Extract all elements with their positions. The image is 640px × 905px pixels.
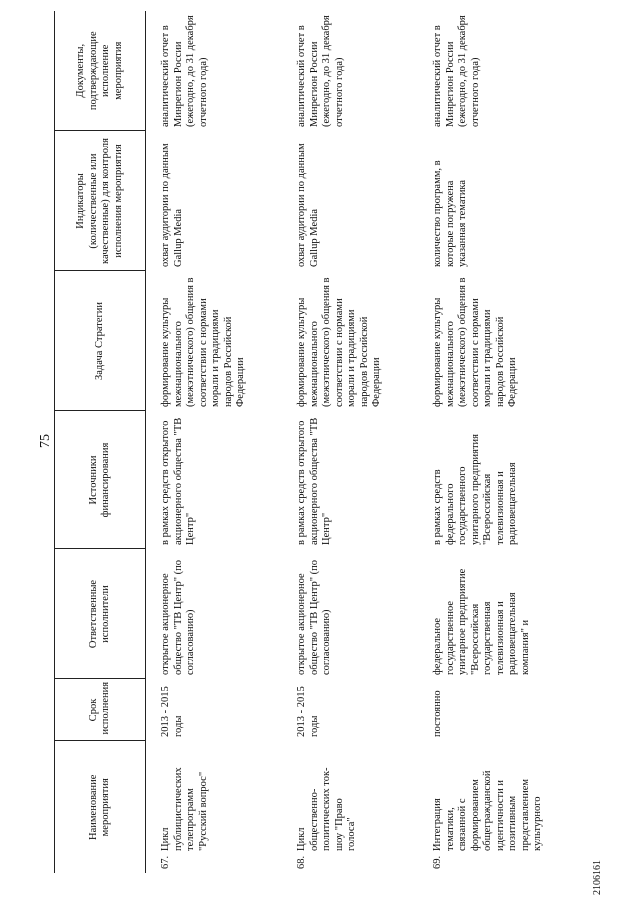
cell-funding: в рамках средств открытого акционерного общества "ТВ Центр" <box>296 417 332 545</box>
header-documents: Документы, подтверждающие исполнение мероприятия <box>55 11 146 131</box>
row-number: 67. <box>160 855 171 869</box>
cell-executors: открытое акционерное общество "ТВ Центр" (по согласованию) <box>296 559 332 675</box>
row-number: 68. <box>296 855 307 869</box>
cell-documents: аналитический отчет в Минрегион России (ежегодно, до 31 декабря отчетного года) <box>160 15 209 127</box>
table-header <box>55 11 146 873</box>
header-period: Срок исполнения <box>55 679 146 741</box>
header-task: Задача Стратегии <box>55 271 146 411</box>
header-indicators: Индикаторы (количественные или качественные) для контроля исполнения мероприятия <box>55 131 146 271</box>
cell-indicators: количество программ, в которые погружена указанная тематика <box>432 160 468 267</box>
row-number: 69. <box>432 855 443 869</box>
cell-executors: открытое акционерное общество "ТВ Центр" (по согласованию) <box>160 559 196 675</box>
header-funding: Источники финансирования <box>55 411 146 549</box>
cell-task: формирование культуры межнационального (межэтнического) общения в соответствии с нормами морали и традициями народов Российской Федерации <box>296 277 382 407</box>
cell-executors: федеральное государственное унитарное предприятие "Всероссийская государственная телевизионная и радиовещательная компания" и <box>432 568 531 675</box>
page-number: 75 <box>38 434 53 448</box>
document-code: 2106161 <box>592 860 603 895</box>
cell-funding: в рамках средств федерального государственного унитарного предприятия "Всероссийская телевизионная и радиовещательная <box>432 434 518 545</box>
cell-documents: аналитический отчет в Минрегион России (ежегодно, до 31 декабря отчетного года) <box>432 15 481 127</box>
measures-table <box>54 11 552 873</box>
header-name: Наименование мероприятия <box>87 774 111 840</box>
cell-funding: в рамках средств открытого акционерного общества "ТВ Центр" <box>160 417 196 545</box>
cell-name <box>292 741 428 873</box>
cell-documents: аналитический отчет в Минрегион России (ежегодно, до 31 декабря отчетного года) <box>296 15 345 127</box>
table-row <box>156 11 292 873</box>
table-row <box>292 11 428 873</box>
cell-period: 2013 - 2015 годы <box>160 686 184 737</box>
cell-task: формирование культуры межнационального (межэтнического) общения в соответствии с нормами морали и традициями народов Российской Федерации <box>432 277 518 407</box>
cell-indicators: охват аудитории по данным Gallup Media <box>160 143 184 267</box>
table-row <box>428 11 552 873</box>
row-name: Интеграция тематики, связанной с формированием общегражданской идентичности и позитивным представлением культурного <box>432 770 543 851</box>
header-executors: Ответственные исполнители <box>55 549 146 679</box>
cell-indicators: охват аудитории по данным Gallup Media <box>296 143 320 267</box>
cell-name <box>428 741 552 873</box>
cell-period: постоянно <box>432 690 443 737</box>
row-name: Цикл публицистических телепрограмм "Русский вопрос" <box>160 767 209 851</box>
row-name: Цикл общественно-политических ток-шоу "Право голоса" <box>296 767 357 851</box>
cell-period: 2013 - 2015 годы <box>296 686 320 737</box>
cell-name <box>156 741 292 873</box>
cell-task: формирование культуры межнационального (межэтнического) общения в соответствии с нормами морали и традициями народов Российской Федерации <box>160 277 246 407</box>
